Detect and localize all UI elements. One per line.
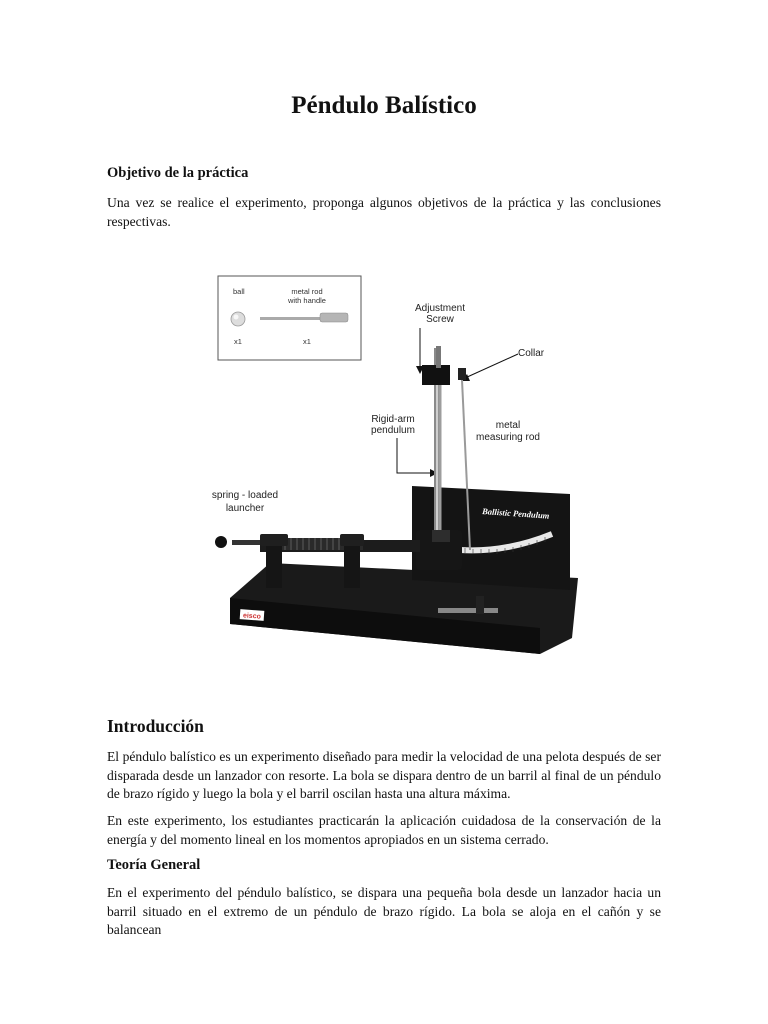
page-title: Péndulo Balístico: [291, 92, 477, 119]
ballistic-pendulum-figure: [200, 268, 590, 660]
label-collar: Collar: [518, 348, 545, 359]
label-launcher-2: launcher: [225, 503, 265, 514]
inset-rod-qty: x1: [303, 337, 311, 346]
intro-paragraph-1: El péndulo balístico es un experimento diseñado para medir la velocidad de una pelota después de ser disparada desde un lanzador con resorte. La bola se dispara dentro de un barril al final de un péndulo de brazo rígido y luego la bola y el barril oscilan hasta una altura máxima.: [107, 749, 661, 802]
label-adjustment-2: Screw: [426, 314, 454, 325]
theory-paragraph-1: En el experimento del péndulo balístico, se dispara una pequeña bola desde un lanzador hacia un barril situado en el extremo de un péndulo de brazo rígido. La bola se aloja en el cañón y se balancean: [107, 885, 661, 938]
inset-ball-qty: x1: [234, 337, 242, 346]
label-pendulum-2: pendulum: [371, 425, 415, 436]
label-measuring-2: measuring rod: [476, 432, 540, 443]
eisco-logo: eisco: [242, 612, 262, 621]
ball-image: [231, 312, 245, 326]
label-measuring-1: metal: [495, 420, 521, 431]
label-launcher-1: spring - loaded: [211, 490, 279, 501]
inset-rod-label-1: metal rod: [291, 287, 323, 296]
intro-paragraph-2: En este experimento, los estudiantes practicarán la aplicación cuidadosa de la conservación de la energía y del momento lineal en los momentos apropiados en un sistema cerrado.: [107, 813, 661, 847]
label-adjustment-1: Adjustment: [414, 303, 466, 314]
theory-heading: Teoría General: [107, 857, 201, 873]
inset-rod-label-2: with handle: [288, 296, 326, 305]
metal-rod-image: [260, 317, 320, 320]
device-brand-label: Ballistic Pendulum: [481, 506, 550, 521]
label-pendulum-1: Rigid-arm: [371, 414, 415, 425]
objective-heading: Objetivo de la práctica: [107, 165, 249, 181]
objective-text: Una vez se realice el experimento, proponga algunos objetivos de la práctica y las conclusiones respectivas.: [107, 195, 661, 229]
intro-heading: Introducción: [107, 716, 204, 736]
inset-ball-label: ball: [233, 287, 245, 296]
accessories-inset: [218, 276, 361, 360]
